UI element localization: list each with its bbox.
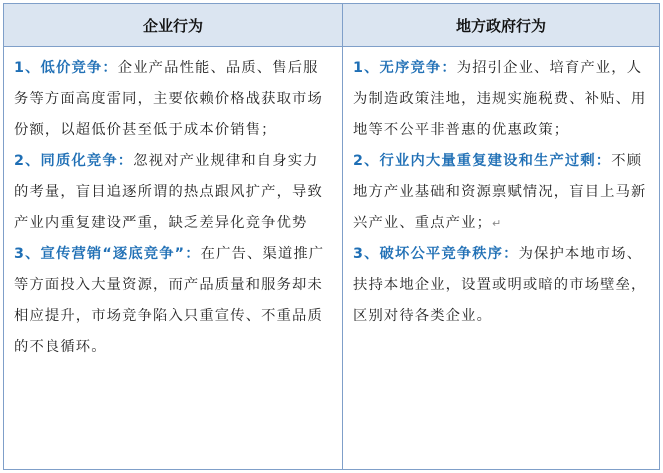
item-label: 2、行业内大量重复建设和生产过剩： — [353, 153, 612, 169]
item-text: 企业产品性能、品质、售后服务等方面高度雷同，主要依赖价格战获取市场份额，以超低价甚至低于成本价销售； — [14, 60, 323, 138]
item-text: 为招引企业、培育产业，人为制造政策洼地，违规实施税费、补贴、用地等不公平非普惠的优惠政策； — [353, 60, 647, 138]
item-text: 不顾地方产业基础和资源禀赋情况，盲目上马新兴产业、重点产业； — [353, 153, 647, 231]
behavior-table — [3, 3, 660, 470]
item-label: 1、低价竞争： — [14, 60, 118, 76]
government-column — [343, 47, 659, 469]
item-label: 3、宣传营销“逐底竞争”： — [14, 246, 201, 262]
header-enterprise: 企业行为 — [4, 4, 343, 47]
paragraph-mark: ↵ — [492, 217, 503, 230]
enterprise-item-2 — [14, 146, 334, 239]
item-text: 忽视对产业规律和自身实力的考量，盲目追逐所谓的热点跟风扩产，导致产业内重复建设严重，缺乏差异化竞争优势 — [14, 153, 323, 231]
enterprise-item-1 — [14, 53, 334, 146]
government-item-3 — [353, 239, 651, 332]
item-label: 2、同质化竞争： — [14, 153, 134, 169]
enterprise-item-3 — [14, 239, 334, 363]
item-label: 3、破坏公平竞争秩序： — [353, 246, 519, 262]
enterprise-column — [4, 47, 343, 469]
government-item-2 — [353, 146, 651, 239]
government-item-1 — [353, 53, 651, 146]
item-text: 为保护本地市场、扶持本地企业，设置或明或暗的市场壁垒，区别对待各类企业。 — [353, 246, 647, 324]
header-government: 地方政府行为 — [343, 4, 659, 47]
item-label: 1、无序竞争： — [353, 60, 457, 76]
item-text: 在广告、渠道推广等方面投入大量资源，而产品质量和服务却未相应提升，市场竞争陷入只重宣传、不重品质的不良循环。 — [14, 246, 325, 355]
